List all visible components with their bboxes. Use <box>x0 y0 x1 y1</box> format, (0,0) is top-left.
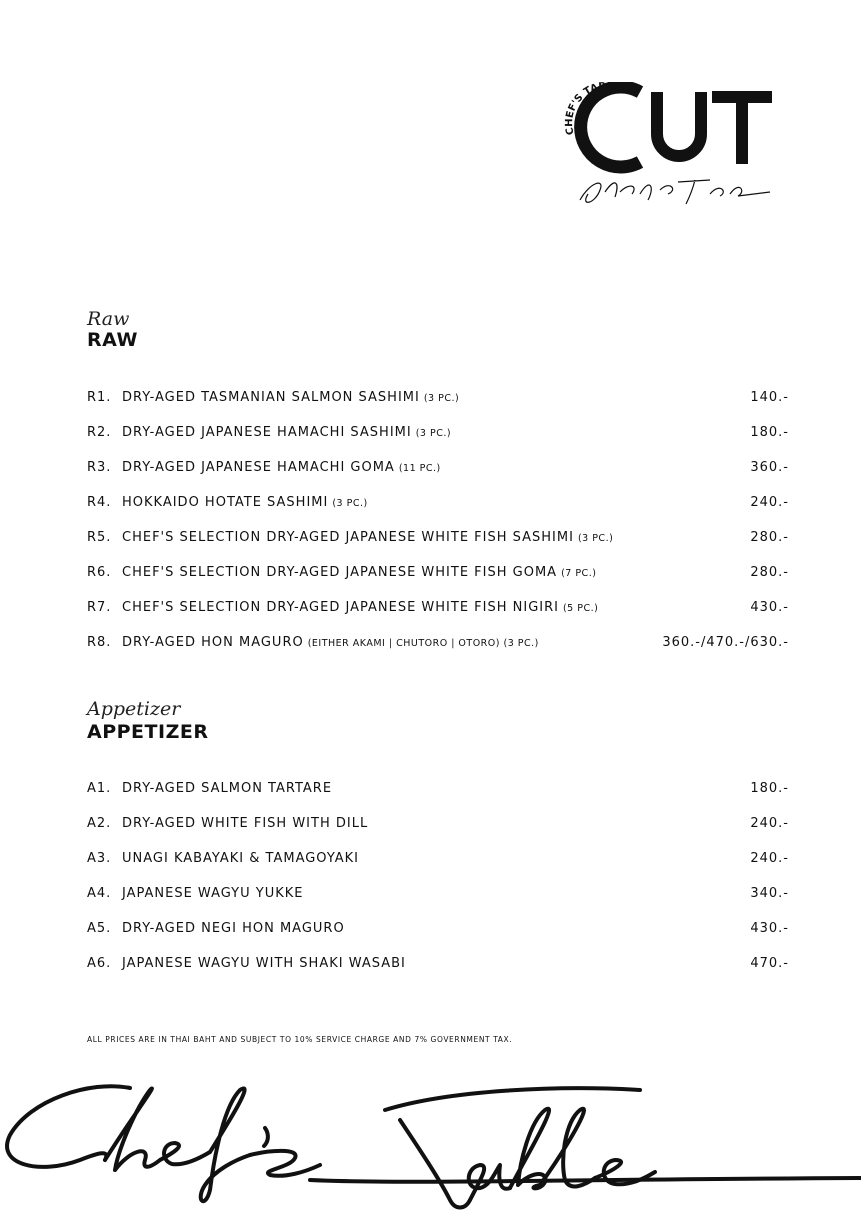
menu-item <box>87 460 789 480</box>
item-code: A1. <box>87 781 112 796</box>
item-price: 240.- <box>750 851 789 866</box>
item-code: A3. <box>87 851 112 866</box>
item-price: 430.- <box>750 600 789 615</box>
menu-item <box>87 921 789 941</box>
menu-item <box>87 956 789 976</box>
menu-item <box>87 886 789 906</box>
item-code: R6. <box>87 565 112 580</box>
item-name: JAPANESE WAGYU WITH SHAKI WASABI <box>122 956 406 971</box>
svg-text:CHEF'S TABLE <box>564 82 622 136</box>
item-price: 280.- <box>750 530 789 545</box>
price-footnote: ALL PRICES ARE IN THAI BAHT AND SUBJECT TO 10% SERVICE CHARGE AND 7% GOVERNMENT TAX. <box>87 1035 513 1044</box>
raw-section-title: RAW <box>87 329 138 351</box>
item-name-wrap <box>122 425 451 440</box>
item-price: 240.- <box>750 816 789 831</box>
item-price: 180.- <box>750 781 789 796</box>
item-name: DRY-AGED WHITE FISH WITH DILL <box>122 816 369 831</box>
item-code: R3. <box>87 460 112 475</box>
logo-arc-text: CHEF'S TABLE <box>564 82 622 136</box>
item-note: (EITHER AKAMI | CHUTORO | OTORO) (3 PC.) <box>307 638 539 649</box>
item-price: 360.- <box>750 460 789 475</box>
item-note: (3 PC.) <box>423 393 460 404</box>
menu-item <box>87 425 789 445</box>
item-name-wrap <box>122 565 596 580</box>
menu-item <box>87 635 789 655</box>
menu-item <box>87 390 789 410</box>
item-price: 430.- <box>750 921 789 936</box>
item-name-wrap <box>122 460 441 475</box>
item-price: 140.- <box>750 390 789 405</box>
item-note: (5 PC.) <box>562 603 599 614</box>
item-code: R8. <box>87 635 112 650</box>
item-price: 240.- <box>750 495 789 510</box>
raw-section-script: Raw <box>87 308 130 330</box>
menu-item <box>87 816 789 836</box>
item-name-wrap <box>122 600 598 615</box>
item-name: DRY-AGED NEGI HON MAGURO <box>122 921 345 936</box>
item-name-wrap <box>122 390 459 405</box>
item-code: A6. <box>87 956 112 971</box>
appetizer-section-script: Appetizer <box>87 698 181 720</box>
menu-item <box>87 565 789 585</box>
item-name: DRY-AGED JAPANESE HAMACHI GOMA <box>122 460 395 475</box>
item-name: CHEF'S SELECTION DRY-AGED JAPANESE WHITE FISH GOMA <box>122 565 558 580</box>
menu-item <box>87 495 789 515</box>
item-price: 360.-/470.-/630.- <box>662 635 789 650</box>
item-code: R2. <box>87 425 112 440</box>
item-note: (11 PC.) <box>398 463 441 474</box>
item-note: (3 PC.) <box>332 498 368 509</box>
item-price: 340.- <box>750 886 789 901</box>
menu-item <box>87 600 789 620</box>
restaurant-logo <box>560 82 790 222</box>
item-name: DRY-AGED JAPANESE HAMACHI SASHIMI <box>122 425 412 440</box>
item-code: R5. <box>87 530 112 545</box>
menu-item <box>87 851 789 871</box>
logo-graphic <box>560 82 790 222</box>
item-name: CHEF'S SELECTION DRY-AGED JAPANESE WHITE FISH NIGIRI <box>122 600 559 615</box>
item-code: R7. <box>87 600 112 615</box>
appetizer-section-title: APPETIZER <box>87 721 209 743</box>
item-name: DRY-AGED HON MAGURO <box>122 635 304 650</box>
item-note: (7 PC.) <box>561 568 597 579</box>
item-name: JAPANESE WAGYU YUKKE <box>122 886 304 901</box>
menu-item <box>87 781 789 801</box>
item-price: 470.- <box>750 956 789 971</box>
item-code: R1. <box>87 390 112 405</box>
item-price: 280.- <box>750 565 789 580</box>
item-name-wrap <box>122 495 368 510</box>
item-name: DRY-AGED SALMON TARTARE <box>122 781 333 796</box>
item-note: (3 PC.) <box>577 533 614 544</box>
item-code: R4. <box>87 495 112 510</box>
item-name: UNAGI KABAYAKI & TAMAGOYAKI <box>122 851 360 866</box>
item-name-wrap <box>122 530 613 545</box>
item-name: HOKKAIDO HOTATE SASHIMI <box>122 495 329 510</box>
item-price: 180.- <box>750 425 789 440</box>
item-code: A5. <box>87 921 112 936</box>
item-code: A4. <box>87 886 112 901</box>
item-name: CHEF'S SELECTION DRY-AGED JAPANESE WHITE FISH SASHIMI <box>122 530 574 545</box>
item-name-wrap <box>122 635 539 650</box>
item-code: A2. <box>87 816 112 831</box>
item-note: (3 PC.) <box>415 428 452 439</box>
chefs-table-signature <box>0 1060 861 1217</box>
item-name: DRY-AGED TASMANIAN SALMON SASHIMI <box>122 390 420 405</box>
menu-item <box>87 530 789 550</box>
